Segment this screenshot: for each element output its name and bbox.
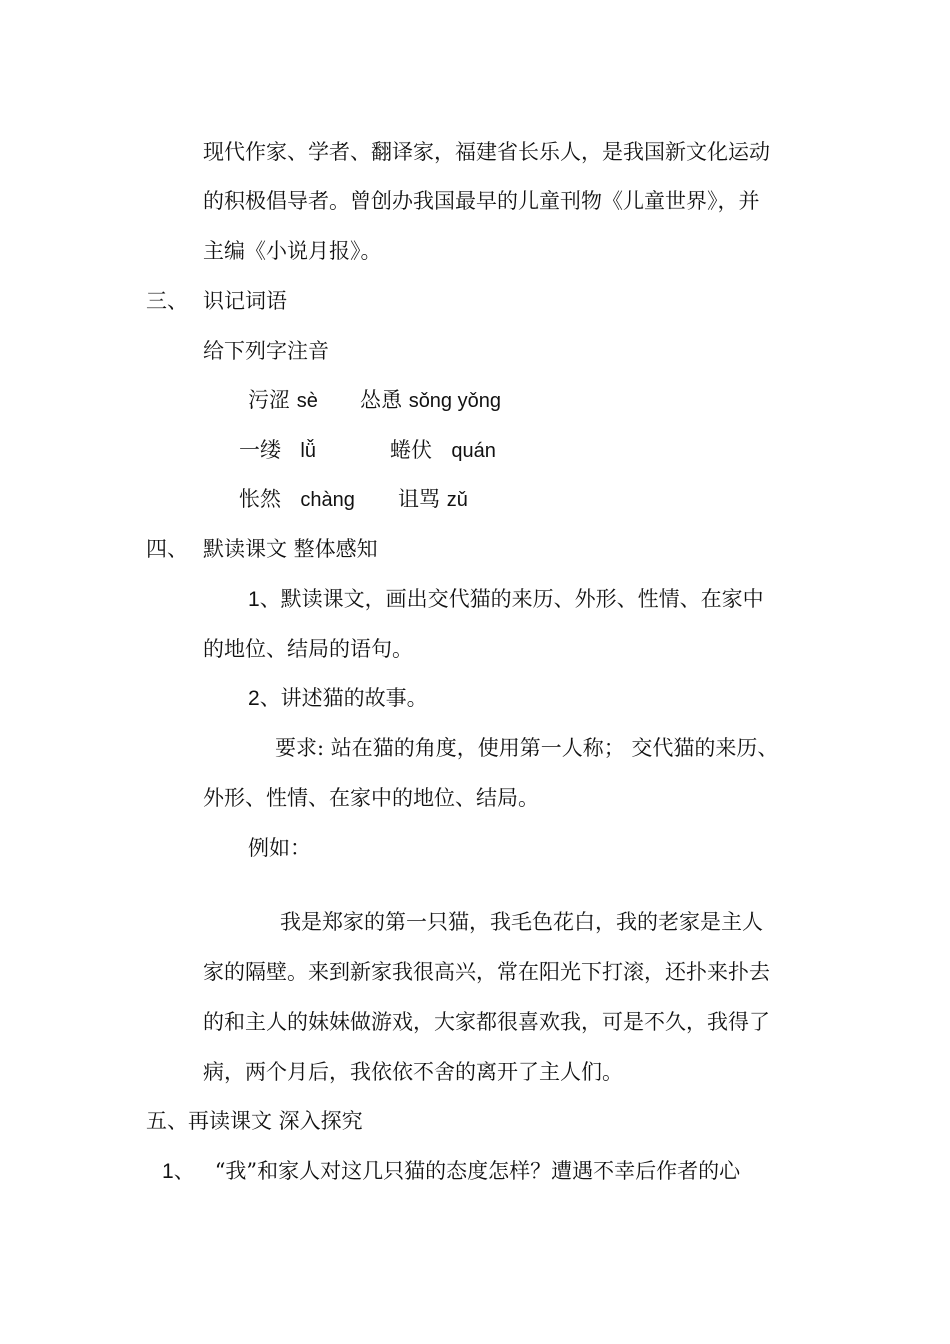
pinyin-row-2b bbox=[390, 435, 496, 465]
vocab-pinyin: chàng bbox=[300, 489, 355, 511]
section4-item1 bbox=[248, 584, 764, 614]
example-line-2: 家的隔壁。来到新家我很高兴，常在阳光下打滚，还扑来扑去 bbox=[203, 960, 770, 984]
section3-instruction: 给下列字注音 bbox=[203, 339, 329, 363]
item-text: 、讲述猫的故事。 bbox=[259, 686, 428, 710]
pinyin-row-3b bbox=[398, 484, 468, 514]
vocab-word: 污涩 bbox=[248, 388, 290, 412]
example-line-4: 病，两个月后，我依依不舍的离开了主人们。 bbox=[203, 1060, 623, 1084]
item-text: 、默读课文，画出交代猫的来历、外形、性情、在家中 bbox=[259, 587, 764, 611]
requirement-line-2: 外形、性情、在家中的地位、结局。 bbox=[203, 786, 539, 810]
intro-line-2: 的积极倡导者。曾创办我国最早的儿童刊物《儿童世界》，并 bbox=[203, 189, 760, 213]
item-number: 1 bbox=[248, 588, 260, 611]
vocab-pinyin: lǚ bbox=[300, 440, 316, 462]
intro-line-3: 主编《小说月报》。 bbox=[203, 239, 382, 263]
example-line-1: 我是郑家的第一只猫，我毛色花白，我的老家是主人 bbox=[280, 910, 763, 934]
vocab-pinyin: sǒng yǒng bbox=[408, 390, 501, 412]
pinyin-row-1 bbox=[248, 385, 318, 415]
vocab-pinyin: zǔ bbox=[446, 489, 468, 511]
pinyin-row-2 bbox=[239, 435, 316, 465]
pinyin-row-1b bbox=[360, 385, 501, 415]
section3-title: 识记词语 bbox=[203, 289, 287, 313]
vocab-word: 怅然 bbox=[239, 487, 281, 511]
section5-title: 五、再读课文 深入探究 bbox=[146, 1109, 363, 1133]
section4-title: 默读课文 整体感知 bbox=[203, 537, 378, 561]
vocab-word: 蜷伏 bbox=[390, 438, 432, 462]
vocab-word: 诅骂 bbox=[398, 487, 440, 511]
section4-item2 bbox=[248, 683, 428, 713]
section3-number: 三、 bbox=[146, 289, 188, 313]
vocab-pinyin: sè bbox=[296, 390, 318, 412]
question-text: “我”和家人对这几只猫的态度怎样？遭遇不幸后作者的心 bbox=[214, 1159, 741, 1183]
section5-question-1 bbox=[162, 1156, 740, 1186]
example-label: 例如： bbox=[248, 836, 311, 860]
question-number: 1 bbox=[162, 1160, 174, 1183]
intro-line-1: 现代作家、学者、翻译家，福建省长乐人，是我国新文化运动 bbox=[203, 140, 770, 164]
example-line-3: 的和主人的妹妹做游戏，大家都很喜欢我，可是不久，我得了 bbox=[203, 1010, 770, 1034]
section4-item1-cont: 的地位、结局的语句。 bbox=[203, 637, 413, 661]
pinyin-row-3 bbox=[239, 484, 355, 514]
requirement-line-1: 要求: 站在猫的角度，使用第一人称； 交代猫的来历、 bbox=[275, 736, 779, 760]
section4-number: 四、 bbox=[146, 537, 188, 561]
vocab-word: 怂恿 bbox=[360, 388, 402, 412]
question-separator: 、 bbox=[173, 1159, 195, 1183]
vocab-word: 一缕 bbox=[239, 438, 281, 462]
item-number: 2 bbox=[248, 687, 260, 710]
vocab-pinyin: quán bbox=[451, 440, 496, 462]
